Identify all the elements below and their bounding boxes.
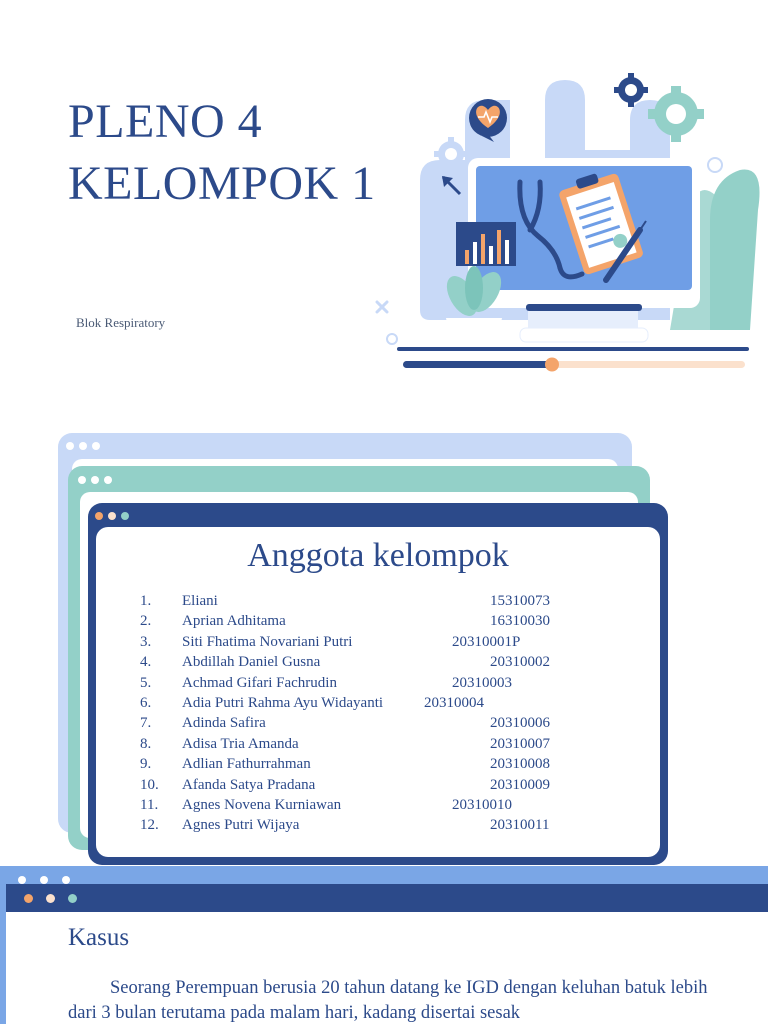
- member-nim: 20310011: [490, 817, 550, 834]
- case-title-bar: [6, 884, 768, 912]
- window-dot: [78, 476, 86, 484]
- list-item: [96, 695, 660, 715]
- member-name: Agnes Putri Wijaya: [182, 817, 300, 834]
- window-dot: [40, 876, 48, 884]
- list-item: [96, 777, 660, 797]
- window-dot: [46, 894, 55, 903]
- member-name: Adisa Tria Amanda: [182, 735, 299, 752]
- member-nim: 16310030: [490, 613, 550, 630]
- window-dot: [62, 876, 70, 884]
- member-list: [96, 593, 660, 838]
- title-line-2: KELOMPOK 1: [68, 157, 376, 210]
- bar-chart-icon: [456, 222, 516, 266]
- member-nim: 15310073: [490, 593, 550, 609]
- list-item: [96, 797, 660, 817]
- window-dot: [66, 442, 74, 450]
- list-item: [96, 613, 660, 633]
- member-number: 4.: [140, 654, 152, 671]
- member-name: Adlian Fathurrahman: [182, 756, 311, 773]
- member-number: 7.: [140, 715, 152, 732]
- member-nim: 20310009: [490, 776, 550, 793]
- member-number: 6.: [140, 694, 152, 711]
- window-dot: [24, 894, 33, 903]
- member-name: Siti Fhatima Novariani Putri: [182, 633, 353, 650]
- member-name: Adinda Safira: [182, 715, 266, 732]
- window-dot: [104, 476, 112, 484]
- member-name: Agnes Novena Kurniawan: [182, 796, 342, 813]
- member-number: 12.: [140, 817, 159, 834]
- window-dot: [92, 442, 100, 450]
- member-nim: 20310010: [452, 796, 512, 813]
- member-number: 5.: [140, 674, 152, 691]
- member-number: 8.: [140, 735, 152, 752]
- case-text: Seorang Perempuan berusia 20 tahun datang ke IGD dengan keluhan batuk lebih dari 3 bulan terutama pada malam hari, kadang disertai sesak: [68, 978, 708, 1023]
- member-nim: 20310004: [424, 694, 484, 711]
- member-nim: 20310006: [490, 715, 550, 732]
- window-dot: [79, 442, 87, 450]
- window-dot: [108, 512, 116, 520]
- member-number: 3.: [140, 633, 152, 650]
- list-item: [96, 715, 660, 735]
- case-slide: [0, 866, 768, 1024]
- list-item: [96, 817, 660, 837]
- list-item: [96, 736, 660, 756]
- member-number: 10.: [140, 776, 159, 793]
- member-number: 2.: [140, 613, 152, 630]
- window-dot: [68, 894, 77, 903]
- member-nim: 20310003: [452, 674, 512, 691]
- member-nim: 20310008: [490, 756, 550, 773]
- list-item: [96, 634, 660, 654]
- member-name: Achmad Gifari Fachrudin: [182, 674, 337, 691]
- member-nim: 20310001P: [452, 633, 521, 650]
- member-number: 1.: [140, 593, 152, 609]
- member-name: Adia Putri Rahma Ayu Widayanti: [182, 694, 384, 711]
- case-heading: Kasus: [68, 924, 130, 951]
- members-heading: Anggota kelompok: [247, 537, 509, 574]
- list-item: [96, 675, 660, 695]
- member-number: 9.: [140, 756, 152, 773]
- member-name: Abdillah Daniel Gusna: [182, 654, 321, 671]
- window-dot: [18, 876, 26, 884]
- title-line-1: PLENO 4: [68, 95, 263, 148]
- members-window: [88, 503, 668, 865]
- list-item: [96, 654, 660, 674]
- subtitle: Blok Respiratory: [76, 315, 166, 330]
- member-nim: 20310002: [490, 654, 550, 671]
- medical-illustration: [370, 60, 768, 390]
- member-name: Aprian Adhitama: [182, 613, 286, 630]
- window-dot: [95, 512, 103, 520]
- list-item: [96, 593, 660, 613]
- window-dot: [121, 512, 129, 520]
- member-name: Afanda Satya Pradana: [182, 776, 316, 793]
- window-dot: [91, 476, 99, 484]
- list-item: [96, 756, 660, 776]
- member-number: 11.: [140, 796, 159, 813]
- member-name: Eliani: [182, 593, 218, 609]
- member-nim: 20310007: [490, 735, 550, 752]
- title-slide: [0, 0, 768, 420]
